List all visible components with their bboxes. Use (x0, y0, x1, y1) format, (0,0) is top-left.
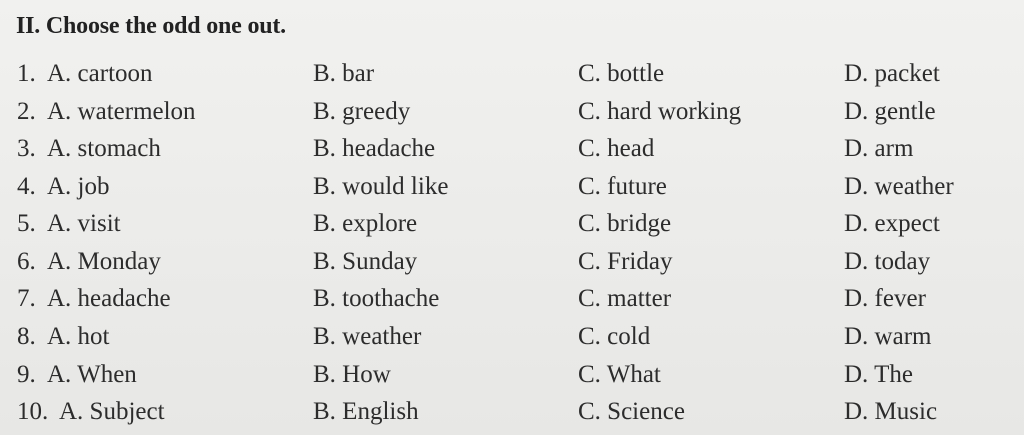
option-a: A. headache (47, 285, 171, 312)
question-row-10 (0, 396, 1024, 433)
option-c: C. hard working (578, 98, 742, 125)
question-number: 3. (17, 135, 36, 162)
option-d: D. arm (844, 135, 914, 162)
option-c: C. bridge (578, 210, 672, 237)
option-b: B. toothache (313, 285, 440, 312)
question-row-1 (0, 58, 1024, 95)
option-b: B. English (313, 398, 419, 425)
option-d: D. fever (844, 285, 926, 312)
option-d: D. The (844, 361, 913, 388)
option-a: A. hot (47, 323, 110, 350)
question-number: 5. (17, 210, 36, 237)
option-c: C. Science (578, 398, 685, 425)
option-a: A. Subject (59, 398, 165, 425)
question-number: 9. (17, 361, 36, 388)
option-a: A. When (47, 361, 137, 388)
question-row-9 (0, 359, 1024, 396)
option-b: B. greedy (313, 98, 411, 125)
option-b: B. would like (313, 173, 449, 200)
question-row-2 (0, 96, 1024, 133)
option-d: D. gentle (844, 98, 936, 125)
option-a: A. visit (47, 210, 121, 237)
option-b: B. headache (313, 135, 436, 162)
question-number: 8. (17, 323, 36, 350)
option-c: C. What (578, 361, 661, 388)
option-d: D. packet (844, 60, 940, 87)
option-b: B. Sunday (313, 248, 418, 275)
option-a: A. job (47, 173, 110, 200)
question-number: 4. (17, 173, 36, 200)
option-c: C. head (578, 135, 655, 162)
option-d: D. Music (844, 398, 938, 425)
option-a: A. cartoon (47, 60, 153, 87)
option-d: D. warm (844, 323, 932, 350)
option-d: D. expect (844, 210, 940, 237)
option-a: A. stomach (47, 135, 161, 162)
question-row-6 (0, 246, 1024, 283)
exercise-heading: II. Choose the odd one out. (16, 13, 286, 39)
option-c: C. cold (578, 323, 651, 350)
question-number: 6. (17, 248, 36, 275)
option-c: C. future (578, 173, 667, 200)
question-row-3 (0, 133, 1024, 170)
option-d: D. today (844, 248, 931, 275)
option-a: A. watermelon (47, 98, 196, 125)
option-a: A. Monday (47, 248, 161, 275)
question-row-8 (0, 321, 1024, 358)
question-row-4 (0, 171, 1024, 208)
option-b: B. weather (313, 323, 422, 350)
question-number: 7. (17, 285, 36, 312)
option-c: C. Friday (578, 248, 673, 275)
option-b: B. How (313, 361, 391, 388)
option-c: C. matter (578, 285, 672, 312)
option-b: B. explore (313, 210, 418, 237)
question-number: 2. (17, 98, 36, 125)
option-b: B. bar (313, 60, 375, 87)
question-number: 10. (17, 398, 49, 425)
option-c: C. bottle (578, 60, 665, 87)
question-row-7 (0, 283, 1024, 320)
question-number: 1. (17, 60, 36, 87)
option-d: D. weather (844, 173, 954, 200)
question-row-5 (0, 208, 1024, 245)
